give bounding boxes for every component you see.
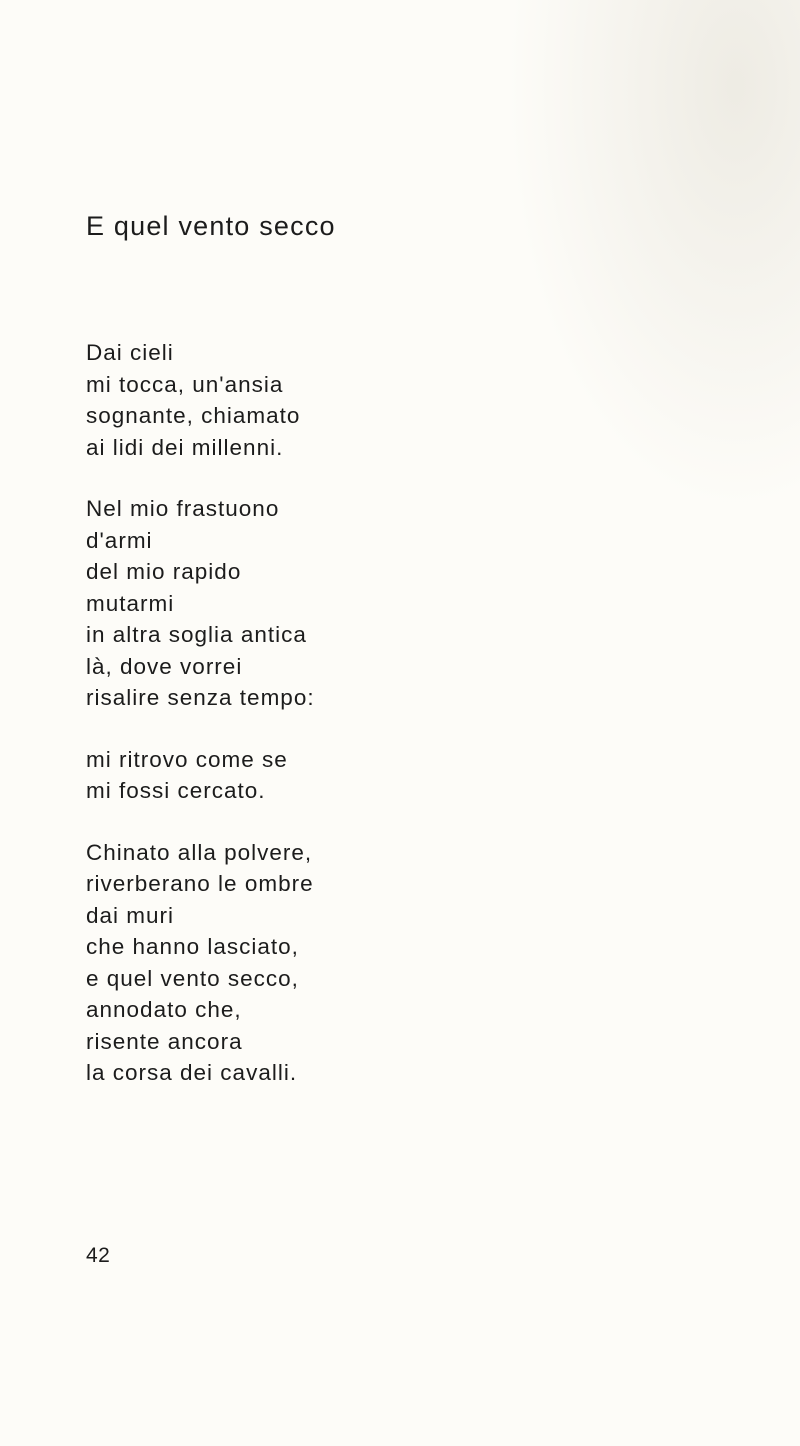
poem-line: dai muri (86, 902, 175, 928)
page-number: 42 (86, 1244, 111, 1267)
poem-line: riverberano le ombre (86, 871, 314, 896)
poem-line: mutarmi (86, 590, 175, 616)
poem-body (86, 337, 766, 1119)
poem-line: risente ancora (86, 1028, 243, 1054)
poem-line: del mio rapido (86, 559, 242, 584)
poem-line: mi tocca, un'ansia (86, 371, 284, 397)
stanza-4 (86, 837, 766, 1089)
stanza-3 (86, 744, 766, 807)
poem-line: e quel vento secco, (86, 965, 299, 991)
poem-line: mi fossi cercato. (86, 778, 266, 803)
poem-line: annodato che, (86, 997, 242, 1022)
poem-line: in altra soglia antica (86, 622, 307, 647)
poem-line: che hanno lasciato, (86, 934, 299, 959)
poem-line: Dai cieli (86, 340, 174, 365)
poem-line: risalire senza tempo: (86, 685, 315, 710)
stanza-2 (86, 493, 766, 714)
stanza-1 (86, 337, 766, 463)
poem-line: sognante, chiamato (86, 403, 301, 428)
poem-line: Chinato alla polvere, (86, 839, 313, 865)
poem-line: la corsa dei cavalli. (86, 1060, 298, 1085)
poem-title: E quel vento secco (86, 211, 336, 241)
poem-line: Nel mio frastuono (86, 496, 280, 521)
poem-line: d'armi (86, 527, 153, 553)
poem-line: là, dove vorrei (86, 653, 243, 679)
poem-line: mi ritrovo come se (86, 746, 288, 772)
poem-line: ai lidi dei millenni. (86, 434, 284, 460)
